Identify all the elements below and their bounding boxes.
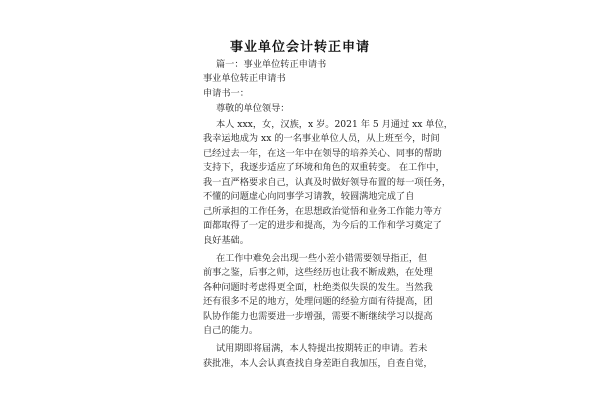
subheading-2: 事业单位转正申请书 [203,73,286,84]
paragraph-line: 已经过去一年，在这一年中在领导的培养关心、同事的帮助 [203,148,442,159]
paragraph-line: 各种问题时考虑得更全面，杜绝类似失误的发生。当然我 [203,282,433,293]
document-title: 事业单位会计转正申请 [229,40,370,55]
paragraph-line: 良好基础。 [203,235,249,246]
paragraph-line: 己所承担的工作任务，在思想政治觉悟和业务工作能力等方 [203,206,442,217]
paragraph-line: 面都取得了一定的进步和提高，为今后的工作和学习奠定了 [203,220,442,231]
paragraph-line: 不懂的问题虚心向同事学习请教，较圆满地完成了自 [203,191,415,202]
paragraph-line: 前事之鉴，后事之师，这些经历也让我不断成熟，在处理 [203,267,433,278]
paragraph-line: 支持下，我逐步适应了环境和角色的双重转变。 在工作中， [203,162,445,173]
paragraph-line: 我一直严格要求自己，认真及时做好领导布置的每一项任务， [203,177,452,188]
paragraph-line: 自己的能力。 [203,325,259,336]
paragraph-line: 获批准，本人会认真查找自身差距自我加压，自查自觉， [203,358,433,369]
salutation: 尊敬的单位领导： [216,103,290,114]
subheading-1: 篇一：事业单位转正申请书 [216,59,327,70]
paragraph-line: 队协作能力也需要进一步增强，需要不断继续学习以提高 [203,311,433,322]
paragraph-line: 本人 xxx，女，汉族，x 岁。2021 年 5 月通过 xx 单位， [216,119,453,130]
paragraph-line: 还有很多不足的地方，处理问题的经验方面有待提高，团 [203,296,433,307]
paragraph-line: 试用期即将届满，本人特提出按期转正的申请。若未 [216,343,428,354]
paragraph-line: 我幸运地成为 xx 的一名事业单位人员，从上班至今，时间 [203,133,440,144]
paragraph-line: 在工作中难免会出现一些小差小错需要领导指正，但 [216,253,428,264]
subheading-3: 申请书一： [203,88,249,99]
